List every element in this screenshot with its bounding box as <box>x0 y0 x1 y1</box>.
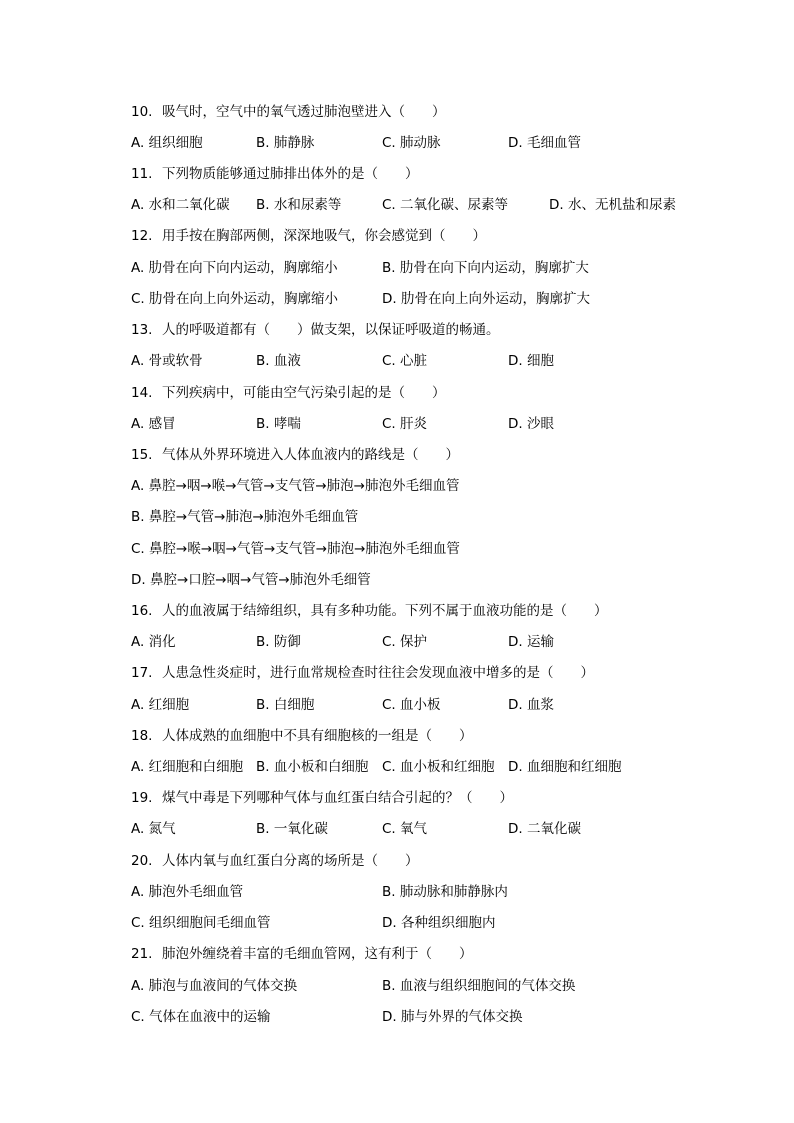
option-b: B. 肺动脉和肺静脉内 <box>382 884 508 900</box>
question-18 <box>131 726 731 746</box>
question-stem: 人体成熟的血细胞中不具有细胞核的一组是（ ） <box>162 728 473 744</box>
option-d: D. 肋骨在向上向外运动，胸廓扩大 <box>382 291 590 307</box>
option-c: C. 肋骨在向上向外运动，胸廓缩小 <box>131 291 339 307</box>
option-d: D. 运输 <box>508 634 554 650</box>
question-stem: 肺泡外缠绕着丰富的毛细血管网，这有利于（ ） <box>162 946 473 962</box>
question-19 <box>131 788 731 808</box>
question-stem: 煤气中毒是下列哪种气体与血红蛋白结合引起的？（ ） <box>162 790 513 806</box>
question-stem: 人体内氧与血红蛋白分离的场所是（ ） <box>162 853 419 869</box>
option-a: A. 肺泡与血液间的气体交换 <box>131 978 298 994</box>
question-number: 13. <box>131 322 153 338</box>
option-a: A. 水和二氧化碳 <box>131 197 230 213</box>
option-a: A. 消化 <box>131 634 176 650</box>
option-d: D. 各种组织细胞内 <box>382 915 496 931</box>
question-number: 17. <box>131 665 153 681</box>
option-c: C. 气体在血液中的运输 <box>131 1009 271 1025</box>
option-a: A. 感冒 <box>131 416 176 432</box>
question-number: 15. <box>131 447 153 463</box>
option-d: D. 水、无机盐和尿素 <box>549 197 676 213</box>
question-number: 11. <box>131 166 153 182</box>
question-10 <box>131 102 731 122</box>
option-a: A. 组织细胞 <box>131 135 203 151</box>
option-a: A. 氮气 <box>131 821 176 837</box>
question-number: 14. <box>131 385 153 401</box>
option-c: C. 血小板 <box>382 697 441 713</box>
option-b: B. 白细胞 <box>256 697 315 713</box>
option-d: D. 鼻腔→口腔→咽→气管→肺泡外毛细管 <box>131 572 371 588</box>
option-c: C. 肺动脉 <box>382 135 441 151</box>
option-b: B. 水和尿素等 <box>256 197 342 213</box>
option-b: B. 血液与组织细胞间的气体交换 <box>382 978 576 994</box>
question-13 <box>131 320 731 340</box>
option-c: C. 血小板和红细胞 <box>382 759 495 775</box>
question-12 <box>131 226 731 246</box>
option-b: B. 肺静脉 <box>256 135 315 151</box>
question-number: 12. <box>131 228 153 244</box>
question-number: 19. <box>131 790 153 806</box>
option-a: A. 骨或软骨 <box>131 353 203 369</box>
question-stem: 用手按在胸部两侧，深深地吸气，你会感觉到（ ） <box>162 228 486 244</box>
option-c: C. 氧气 <box>382 821 428 837</box>
question-number: 18. <box>131 728 153 744</box>
question-17 <box>131 663 731 683</box>
option-b: B. 血小板和白细胞 <box>256 759 369 775</box>
question-11 <box>131 164 731 184</box>
option-c: C. 二氧化碳、尿素等 <box>382 197 509 213</box>
option-b: B. 血液 <box>256 353 301 369</box>
option-d: D. 二氧化碳 <box>508 821 581 837</box>
option-a: A. 红细胞和白细胞 <box>131 759 244 775</box>
option-b: B. 肋骨在向下向内运动，胸廓扩大 <box>382 260 589 276</box>
option-a: A. 红细胞 <box>131 697 190 713</box>
option-d: D. 沙眼 <box>508 416 554 432</box>
question-stem: 吸气时，空气中的氧气透过肺泡壁进入（ ） <box>162 104 446 120</box>
option-d: D. 细胞 <box>508 353 554 369</box>
question-number: 20. <box>131 853 153 869</box>
question-15 <box>131 445 731 465</box>
question-stem: 下列物质能够通过肺排出体外的是（ ） <box>162 166 419 182</box>
question-number: 10. <box>131 104 153 120</box>
question-stem: 人患急性炎症时，进行血常规检查时往往会发现血液中增多的是（ ） <box>162 665 594 681</box>
option-d: D. 血细胞和红细胞 <box>508 759 622 775</box>
option-c: C. 保护 <box>382 634 428 650</box>
question-stem: 下列疾病中，可能由空气污染引起的是（ ） <box>162 385 446 401</box>
question-stem: 人的呼吸道都有（ ）做支架，以保证呼吸道的畅通。 <box>162 322 500 338</box>
option-a: A. 肋骨在向下向内运动，胸廓缩小 <box>131 260 338 276</box>
option-b: B. 防御 <box>256 634 301 650</box>
option-c: C. 鼻腔→喉→咽→气管→支气管→肺泡→肺泡外毛细血管 <box>131 541 460 557</box>
question-stem: 人的血液属于结缔组织，具有多种功能。下列不属于血液功能的是（ ） <box>162 603 608 619</box>
option-a: A. 鼻腔→咽→喉→气管→支气管→肺泡→肺泡外毛细血管 <box>131 478 460 494</box>
question-20 <box>131 851 731 871</box>
option-b: B. 一氧化碳 <box>256 821 328 837</box>
option-b: B. 鼻腔→气管→肺泡→肺泡外毛细血管 <box>131 509 359 525</box>
question-number: 16. <box>131 603 153 619</box>
question-16 <box>131 601 731 621</box>
option-c: C. 组织细胞间毛细血管 <box>131 915 271 931</box>
option-a: A. 肺泡外毛细血管 <box>131 884 244 900</box>
option-d: D. 血浆 <box>508 697 554 713</box>
option-d: D. 肺与外界的气体交换 <box>382 1009 523 1025</box>
question-21 <box>131 944 731 964</box>
option-c: C. 心脏 <box>382 353 428 369</box>
question-14 <box>131 383 731 403</box>
question-number: 21. <box>131 946 153 962</box>
question-stem: 气体从外界环境进入人体血液内的路线是（ ） <box>162 447 459 463</box>
option-d: D. 毛细血管 <box>508 135 581 151</box>
option-b: B. 哮喘 <box>256 416 301 432</box>
option-c: C. 肝炎 <box>382 416 428 432</box>
